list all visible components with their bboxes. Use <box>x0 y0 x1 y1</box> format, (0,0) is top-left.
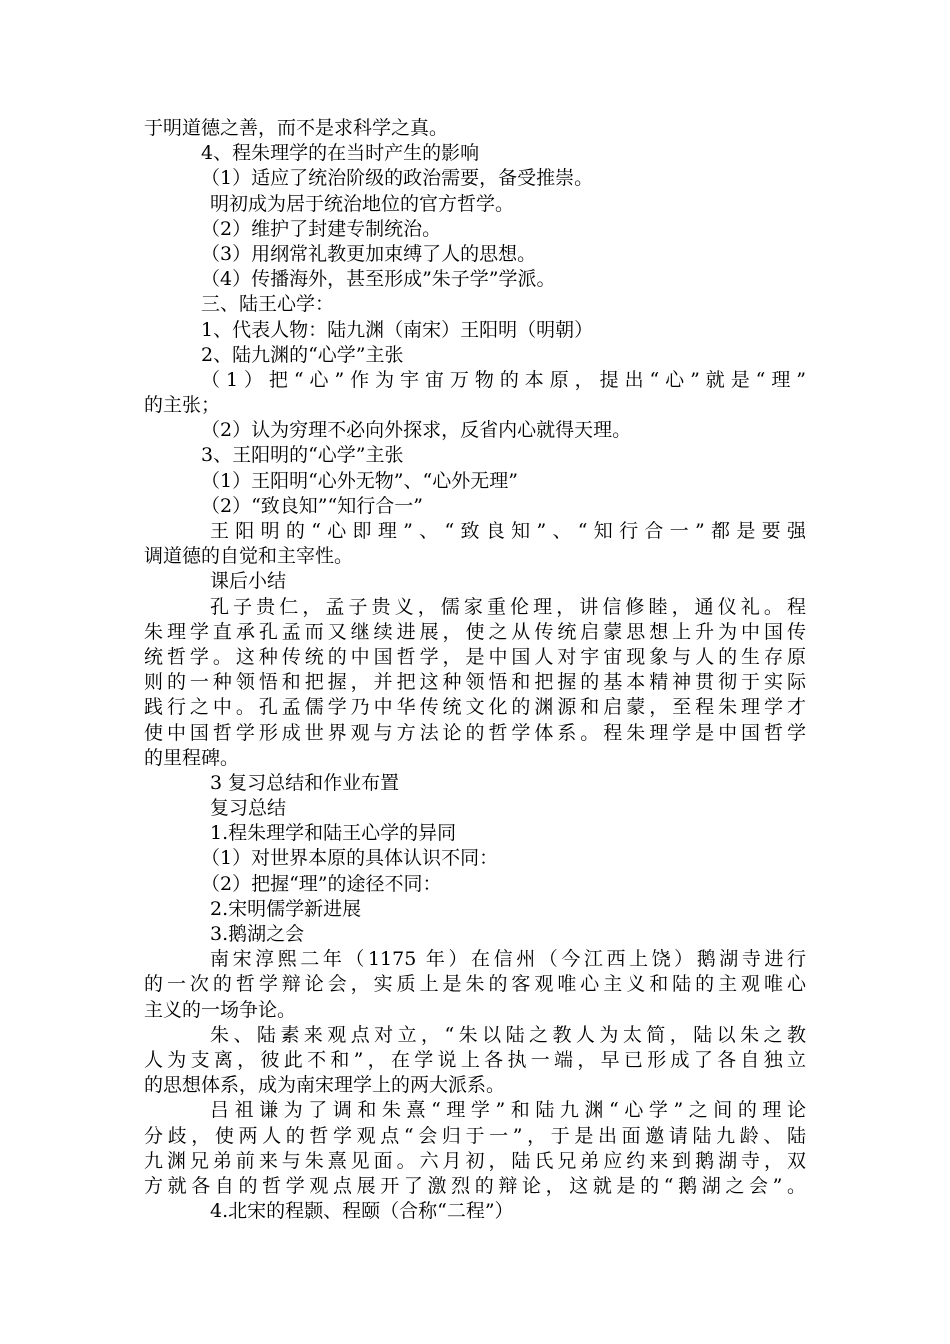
text-line: （1）把“心”作为宇宙万物的本原，提出“心”就是“理” <box>201 368 806 391</box>
text-line: 明初成为居于统治地位的官方哲学。 <box>210 192 515 215</box>
text-line: 4、程朱理学的在当时产生的影响 <box>201 142 480 165</box>
text-line: 方就各自的哲学观点展开了激烈的辩论，这就是的“鹅湖之会”。 <box>144 1174 806 1197</box>
text-line: （3）用纲常礼教更加束缚了人的思想。 <box>201 242 537 265</box>
text-line: 朱理学直承孔孟而又继续进展，使之从传统启蒙思想上升为中国传 <box>144 620 806 643</box>
text-line: （2）把握“理”的途径不同： <box>201 872 442 895</box>
text-line: 则的一种领悟和把握，并把这种领悟和把握的基本精神贯彻于实际 <box>144 671 806 694</box>
text-line: 复习总结 <box>210 797 287 820</box>
text-line: 2、陆九渊的“心学”主张 <box>201 343 404 366</box>
text-line: 3 复习总结和作业布置 <box>210 771 400 794</box>
text-line: （2）维护了封建专制统治。 <box>201 217 442 240</box>
text-line: 的主张； <box>144 394 221 417</box>
text-line: 人为支离，彼此不和”，在学说上各执一端，早已形成了各自独立 <box>144 1048 806 1071</box>
text-line: 使中国哲学形成世界观与方法论的哲学体系。程朱理学是中国哲学 <box>144 721 806 744</box>
text-line: 统哲学。这种传统的中国哲学，是中国人对宇宙现象与人的生存原 <box>144 645 806 668</box>
text-line: 王阳明的“心即理”、“致良知”、“知行合一”都是要强 <box>210 520 806 542</box>
text-line: 主义的一场争论。 <box>144 998 297 1021</box>
text-line: 3.鹅湖之会 <box>210 923 305 945</box>
text-line: 九渊兄弟前来与朱熹见面。六月初，陆氏兄弟应约来到鹅湖寺，双 <box>144 1149 806 1172</box>
text-line: （1）王阳明“心外无物”、“心外无理” <box>201 469 518 492</box>
text-line: 践行之中。孔孟儒学乃中华传统文化的渊源和启蒙，至程朱理学才 <box>144 696 806 719</box>
text-line: 3、王阳明的“心学”主张 <box>201 444 404 467</box>
text-line: （1）适应了统治阶级的政治需要，备受推崇。 <box>201 167 594 190</box>
text-line: 于明道德之善，而不是求科学之真。 <box>144 117 449 139</box>
text-line: 1、代表人物：陆九渊（南宋）王阳明（明朝） <box>201 318 594 341</box>
text-line: 南宋淳熙二年（1175 年）在信州（今江西上饶）鹅湖寺进行 <box>210 948 806 971</box>
text-line: 4.北宋的程颢、程颐（合称“二程”） <box>210 1200 514 1223</box>
text-line: 的思想体系，成为南宋理学上的两大派系。 <box>144 1074 506 1097</box>
text-line: 三、陆王心学： <box>201 293 335 316</box>
text-line: （2）“致良知”“知行合一” <box>201 494 423 517</box>
text-line: 分歧，使两人的哲学观点“会归于一”，于是出面邀请陆九龄、陆 <box>144 1124 806 1147</box>
text-line: 孔子贵仁，孟子贵义，儒家重伦理，讲信修睦，通仪礼。程 <box>210 595 806 618</box>
text-line: （1）对世界本原的具体认识不同： <box>201 847 499 870</box>
text-line: 2.宋明儒学新进展 <box>210 897 362 920</box>
text-line: 吕祖谦为了调和朱熹“理学”和陆九渊“心学”之间的理论 <box>210 1099 806 1122</box>
text-line: 朱、陆素来观点对立，“朱以陆之教人为太简，陆以朱之教 <box>210 1023 806 1046</box>
text-line: 1.程朱理学和陆王心学的异同 <box>210 822 457 845</box>
text-line: （4）传播海外，甚至形成”朱子学”学派。 <box>201 268 556 291</box>
document-page <box>144 116 806 1224</box>
text-line: （2）认为穷理不必向外探求，反省内心就得天理。 <box>201 419 632 442</box>
text-line: 调道德的自觉和主宰性。 <box>144 545 354 568</box>
text-line: 的一次的哲学辩论会，实质上是朱的客观唯心主义和陆的主观唯心 <box>144 973 806 996</box>
text-line: 课后小结 <box>210 570 287 593</box>
text-line: 的里程碑。 <box>144 746 240 769</box>
